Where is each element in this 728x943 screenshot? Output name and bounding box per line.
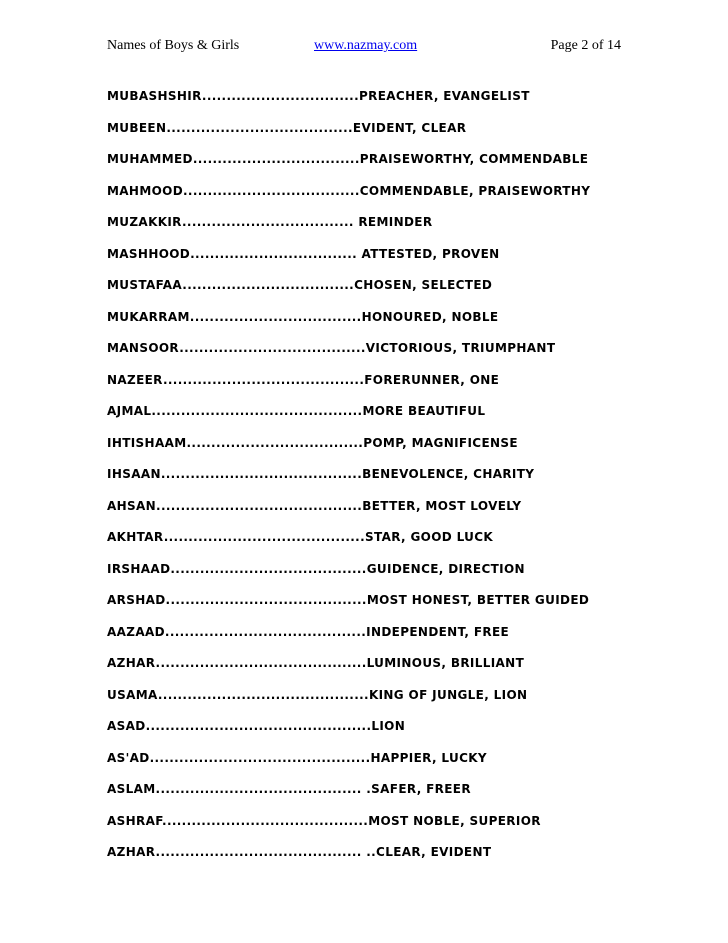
name-entry: ASLAM.......................................... .SAFER, FREER (107, 782, 471, 796)
website-link[interactable]: www.nazmay.com (314, 38, 418, 53)
document-title: Names of Boys & Girls (107, 38, 240, 53)
name-entry: USAMA...........................................KING OF JUNGLE, LION (107, 687, 528, 702)
name-entry: MANSOOR......................................VICTORIOUS, TRIUMPHANT (107, 341, 556, 355)
name-entry: AS'AD.............................................HAPPIER, LUCKY (107, 750, 487, 765)
name-entry: AKHTAR.........................................STAR, GOOD LUCK (107, 530, 494, 544)
name-entry: IRSHAAD........................................GUIDENCE, DIRECTION (107, 561, 525, 576)
name-entry: AZHAR.......................................... ..CLEAR, EVIDENT (107, 845, 492, 859)
name-entry: MUZAKKIR................................... REMINDER (107, 215, 433, 229)
name-entry: IHTISHAAM....................................POMP, MAGNIFICENSE (107, 435, 518, 450)
page-header (107, 38, 621, 60)
name-entry: MUBASHSHIR................................PREACHER, EVANGELIST (107, 89, 530, 103)
name-entry: ASAD..............................................LION (107, 719, 406, 733)
name-entry: NAZEER.........................................FORERUNNER, ONE (107, 372, 500, 387)
name-entry: ASHRAF..........................................MOST NOBLE, SUPERIOR (107, 813, 541, 828)
name-entry: IHSAAN.........................................BENEVOLENCE, CHARITY (107, 467, 535, 481)
name-entry: MUHAMMED..................................PRAISEWORTHY, COMMENDABLE (107, 152, 589, 166)
name-entry: MAHMOOD....................................COMMENDABLE, PRAISEWORTHY (107, 183, 591, 198)
name-entry: AHSAN..........................................BETTER, MOST LOVELY (107, 498, 522, 513)
name-entry: MUKARRAM...................................HONOURED, NOBLE (107, 309, 499, 324)
name-entry: MASHHOOD.................................. ATTESTED, PROVEN (107, 246, 500, 261)
name-entry: AAZAAD.........................................INDEPENDENT, FREE (107, 624, 510, 639)
name-entry: AZHAR...........................................LUMINOUS, BRILLIANT (107, 656, 525, 670)
page-number: Page 2 of 14 (550, 38, 621, 53)
name-entry: ARSHAD.........................................MOST HONEST, BETTER GUIDED (107, 593, 590, 607)
name-entry: MUSTAFAA...................................CHOSEN, SELECTED (107, 278, 493, 292)
name-meaning-list (107, 86, 667, 874)
name-entry: AJMAL...........................................MORE BEAUTIFUL (107, 404, 486, 418)
name-entry: MUBEEN......................................EVIDENT, CLEAR (107, 120, 467, 135)
